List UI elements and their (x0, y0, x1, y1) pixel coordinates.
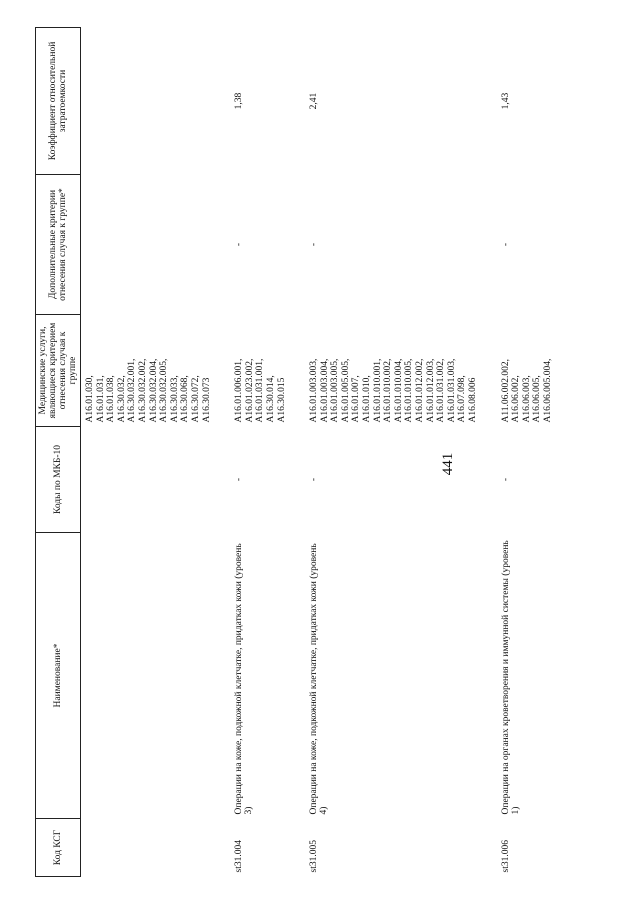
cell-additional: - (309, 242, 320, 247)
service-code: A16.30.032.005, (159, 358, 170, 423)
service-code: A16.06.003, (521, 375, 532, 423)
service-code: A16.30.032.004, (148, 358, 159, 423)
header-services: Медицинские услуги, являющиеся критерием отнесения случая к группе (36, 315, 81, 427)
service-code: A16.01.010, (362, 375, 373, 423)
cell-additional (81, 175, 231, 315)
cell-code: st31.005 (309, 840, 320, 873)
service-code: A16.30.032, (116, 375, 127, 423)
service-code: A16.30.033, (169, 375, 180, 423)
service-code: A16.30.073 (201, 377, 212, 423)
cell-coefficient (81, 28, 231, 175)
cell-coefficient: 1,43 (500, 92, 511, 110)
header-mkb: Коды по МКБ-10 (36, 427, 81, 533)
cell-name: Операции на коже, подкожной клетчатке, придатках кожи (уровень 3) (234, 543, 255, 815)
cell-additional: - (500, 242, 511, 247)
cell-additional: - (234, 242, 245, 247)
cell-name: Операции на коже, подкожной клетчатке, придатках кожи (уровень 4) (309, 543, 330, 815)
service-code: A16.01.031, (95, 375, 106, 423)
table-header-row (36, 28, 81, 877)
cell-services (81, 315, 231, 427)
service-code: A16.01.010.004, (393, 358, 404, 423)
service-code: A16.07.098, (457, 375, 468, 423)
cell-name (81, 533, 231, 819)
service-code: A16.30.015 (276, 377, 287, 423)
service-code: A16.01.003.004, (319, 358, 330, 423)
service-code: A16.01.010.001, (372, 358, 383, 423)
table-row (230, 28, 305, 877)
service-code: A16.30.072, (190, 375, 201, 423)
service-code: A11.06.002.002, (500, 358, 511, 423)
service-code: A16.30.032.001, (127, 358, 138, 423)
service-code: A16.01.023.002, (244, 358, 255, 423)
service-code: A16.01.031.003, (446, 358, 457, 423)
table-row (81, 28, 231, 877)
cell-mkb: - (500, 477, 511, 482)
rotated-table-sheet (35, 27, 605, 877)
cell-mkb: - (309, 477, 320, 482)
cell-code (81, 819, 231, 877)
cell-code: st31.004 (234, 840, 245, 873)
service-code: A16.30.032.002, (137, 358, 148, 423)
cell-name: Операции на органах кроветворения и иммунной системы (уровень 1) (500, 540, 521, 815)
cell-code: st31.006 (500, 840, 511, 873)
service-code: A16.01.038, (106, 375, 117, 423)
header-coefficient: Коэффициент относительной затратоемкости (36, 28, 81, 175)
service-code: A16.30.014, (265, 375, 276, 423)
service-code: A16.01.031.001, (255, 358, 266, 423)
cell-mkb (81, 427, 231, 533)
cell-services (305, 315, 497, 427)
table-row (305, 28, 497, 877)
cell-mkb: - (234, 477, 245, 482)
service-code: A16.01.012.002, (415, 358, 426, 423)
ksg-table (35, 27, 572, 877)
header-name: Наименование* (36, 533, 81, 819)
header-code: Код КСГ (36, 819, 81, 877)
service-code: A16.01.005.005, (340, 358, 351, 423)
cell-coefficient: 2,41 (309, 92, 320, 110)
service-code: A16.01.031.002, (436, 358, 447, 423)
service-code: A16.01.003.005, (330, 358, 341, 423)
table-body (81, 28, 572, 877)
header-additional: Дополнительные критерии отнесения случая к группе* (36, 175, 81, 315)
page-number: 441 (440, 452, 456, 476)
table-row (497, 28, 572, 877)
service-code: A16.08.006 (468, 377, 478, 423)
service-code: A16.06.005.004, (542, 358, 553, 423)
service-code: A16.06.005, (532, 375, 543, 423)
service-code: A16.01.012.003, (425, 358, 436, 423)
service-code: A16.01.007, (351, 375, 362, 423)
service-code: A16.01.030, (85, 375, 95, 423)
cell-services (497, 315, 572, 427)
service-code: A16.01.010.002, (383, 358, 394, 423)
service-code: A16.01.003.003, (309, 358, 320, 423)
service-code: A16.01.006.001, (234, 358, 245, 423)
service-code: A16.06.002, (511, 375, 522, 423)
service-code: A16.01.010.005, (404, 358, 415, 423)
cell-coefficient: 1,38 (234, 92, 245, 110)
service-code: A16.30.068, (180, 375, 191, 423)
cell-services (230, 315, 305, 427)
